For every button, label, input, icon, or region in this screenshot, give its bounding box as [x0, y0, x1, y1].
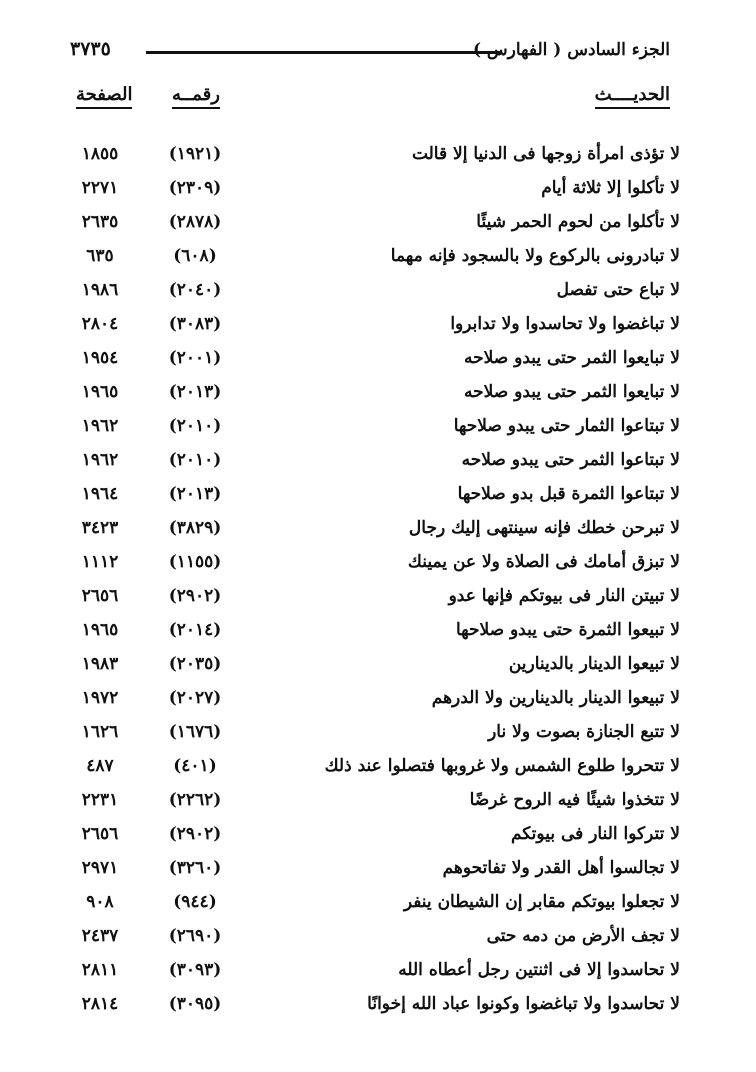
hadith-text: لا تأكلوا إلا ثلاثة أيام	[541, 178, 680, 198]
page-ref: ٢٢٧١	[81, 178, 119, 198]
hadith-text: لا تباغضوا ولا تحاسدوا ولا تدابروا	[450, 314, 680, 334]
page-ref: ٢٤٣٧	[81, 926, 119, 946]
column-heading-hadith: الحديــــث	[595, 84, 670, 109]
hadith-number: (٢٠٤٠)	[168, 280, 222, 300]
table-row	[0, 478, 756, 512]
hadith-text: لا تباع حتى تفصل	[556, 280, 680, 300]
page-ref: ٢٨٠٤	[81, 314, 119, 334]
hadith-text: لا تبيعوا الثمرة حتى يبدو صلاحها	[455, 620, 680, 640]
table-row	[0, 512, 756, 546]
hadith-text: لا تبادرونى بالركوع ولا بالسجود فإنه مهما	[390, 246, 680, 266]
hadith-text: لا تبيعوا الدينار بالدينارين	[508, 654, 680, 674]
page-ref: ٢٨١١	[81, 960, 119, 980]
table-row	[0, 614, 756, 648]
hadith-number: (١١٥٥)	[168, 552, 222, 572]
table-row	[0, 920, 756, 954]
hadith-text: لا تجالسوا أهل القدر ولا تفاتحوهم	[442, 858, 680, 878]
hadith-number: (٢٩٠٢)	[168, 824, 222, 844]
page-ref: ٩٠٨	[86, 892, 114, 912]
hadith-text: لا تتركوا النار فى بيوتكم	[510, 824, 680, 844]
table-row	[0, 954, 756, 988]
page-ref: ١٩٨٣	[81, 654, 119, 674]
header-rule	[146, 51, 502, 54]
hadith-number: (٢٠٢٧)	[168, 688, 222, 708]
page-ref: ٦٣٥	[86, 246, 114, 266]
table-row	[0, 750, 756, 784]
hadith-number: (٢٠٠١)	[168, 348, 222, 368]
running-header	[70, 36, 670, 68]
table-row	[0, 138, 756, 172]
hadith-text: لا تبيتن النار فى بيوتكم فإنها عدو	[448, 586, 680, 606]
index-rows	[0, 138, 756, 1022]
page-ref: ١٩٦٢	[81, 416, 119, 436]
page-ref: ٢٩٧١	[81, 858, 119, 878]
hadith-number: (٢٣٠٩)	[168, 178, 222, 198]
table-row	[0, 342, 756, 376]
hadith-number: (٢٠١٣)	[168, 382, 222, 402]
page-ref: ١٩٦٢	[81, 450, 119, 470]
page-ref: ٢٢٣١	[81, 790, 119, 810]
hadith-number: (٣٠٨٣)	[168, 314, 222, 334]
column-heading-number: رقمــه	[172, 84, 220, 109]
page-ref: ١٩٧٢	[81, 688, 119, 708]
hadith-number: (٢٦٩٠)	[168, 926, 222, 946]
page-ref: ١٩٥٤	[81, 348, 119, 368]
table-row	[0, 206, 756, 240]
table-row	[0, 274, 756, 308]
hadith-text: لا تبتاعوا الثمرة قبل بدو صلاحها	[457, 484, 680, 504]
page-ref: ١٦٢٦	[81, 722, 119, 742]
table-row	[0, 580, 756, 614]
table-row	[0, 784, 756, 818]
hadith-text: لا تبتاعوا الثمر حتى يبدو صلاحه	[461, 450, 680, 470]
table-row	[0, 988, 756, 1022]
table-row	[0, 648, 756, 682]
hadith-number: (٢٩٠٢)	[168, 586, 222, 606]
hadith-number: (٣٠٩٣)	[168, 960, 222, 980]
table-row	[0, 546, 756, 580]
hadith-number: (١٩٢١)	[168, 144, 222, 164]
page-number: ٣٧٣٥	[70, 38, 111, 60]
hadith-text: لا تبرحن خطك فإنه سينتهى إليك رجال	[408, 518, 680, 538]
table-row	[0, 886, 756, 920]
hadith-number: (٢٠١٠)	[168, 416, 222, 436]
table-row	[0, 716, 756, 750]
page-ref: ١٩٦٥	[81, 620, 119, 640]
hadith-number: (٤٠١)	[173, 756, 217, 776]
hadith-number: (١٦٧٦)	[168, 722, 222, 742]
hadith-text: لا تأكلوا من لحوم الحمر شيئًا	[476, 212, 680, 232]
hadith-text: لا تتخذوا شيئًا فيه الروح غرضًا	[469, 790, 680, 810]
hadith-text: لا تحاسدوا ولا تباغضوا وكونوا عباد الله إخوانًا	[367, 994, 680, 1014]
table-row	[0, 852, 756, 886]
hadith-number: (٣٠٩٥)	[168, 994, 222, 1014]
page-ref: ١٩٦٤	[81, 484, 119, 504]
hadith-number: (٦٠٨)	[173, 246, 217, 266]
hadith-text: لا تجف الأرض من دمه حتى	[486, 926, 680, 946]
hadith-text: لا تبتاعوا الثمار حتى يبدو صلاحها	[453, 416, 680, 436]
hadith-text: لا تتحروا طلوع الشمس ولا غروبها فتصلوا عند ذلك	[324, 756, 680, 776]
running-title: الجزء السادس ( الفهارس )	[472, 40, 670, 60]
table-row	[0, 308, 756, 342]
page-ref: ٢٦٣٥	[81, 212, 119, 232]
table-row	[0, 410, 756, 444]
hadith-text: لا تؤذى امرأة زوجها فى الدنيا إلا قالت	[411, 144, 680, 164]
page-ref: ٤٨٧	[86, 756, 114, 776]
hadith-number: (٢٠١٣)	[168, 484, 222, 504]
hadith-number: (٩٤٤)	[173, 892, 217, 912]
hadith-number: (٢٢٦٢)	[168, 790, 222, 810]
page-ref: ١٨٥٥	[81, 144, 119, 164]
page-ref: ٢٦٥٦	[81, 824, 119, 844]
hadith-number: (٢٠١٠)	[168, 450, 222, 470]
page-ref: ٢٨١٤	[81, 994, 119, 1014]
page-ref: ١٩٦٥	[81, 382, 119, 402]
hadith-number: (٢٠١٤)	[168, 620, 222, 640]
table-row	[0, 818, 756, 852]
hadith-text: لا تحاسدوا إلا فى اثنتين رجل أعطاه الله	[398, 960, 680, 980]
table-row	[0, 376, 756, 410]
hadith-text: لا تبيعوا الدينار بالدينارين ولا الدرهم	[431, 688, 680, 708]
hadith-text: لا تبايعوا الثمر حتى يبدو صلاحه	[463, 348, 680, 368]
hadith-text: لا تجعلوا بيوتكم مقابر إن الشيطان ينفر	[403, 892, 680, 912]
hadith-text: لا تبايعوا الثمر حتى يبدو صلاحه	[463, 382, 680, 402]
table-row	[0, 444, 756, 478]
table-row	[0, 682, 756, 716]
hadith-text: لا تتبع الجنازة بصوت ولا نار	[488, 722, 680, 742]
hadith-number: (٢٨٧٨)	[168, 212, 222, 232]
page-ref: ٢٦٥٦	[81, 586, 119, 606]
table-row	[0, 240, 756, 274]
hadith-text: لا تبزق أمامك فى الصلاة ولا عن يمينك	[407, 552, 680, 572]
hadith-number: (٢٠٣٥)	[168, 654, 222, 674]
column-heading-page: الصفحة	[76, 84, 132, 109]
hadith-number: (٣٨٢٩)	[168, 518, 222, 538]
hadith-number: (٣٢٦٠)	[168, 858, 222, 878]
page-ref: ١١١٢	[81, 552, 119, 572]
table-row	[0, 172, 756, 206]
page-ref: ١٩٨٦	[81, 280, 119, 300]
page-ref: ٣٤٢٣	[81, 518, 119, 538]
